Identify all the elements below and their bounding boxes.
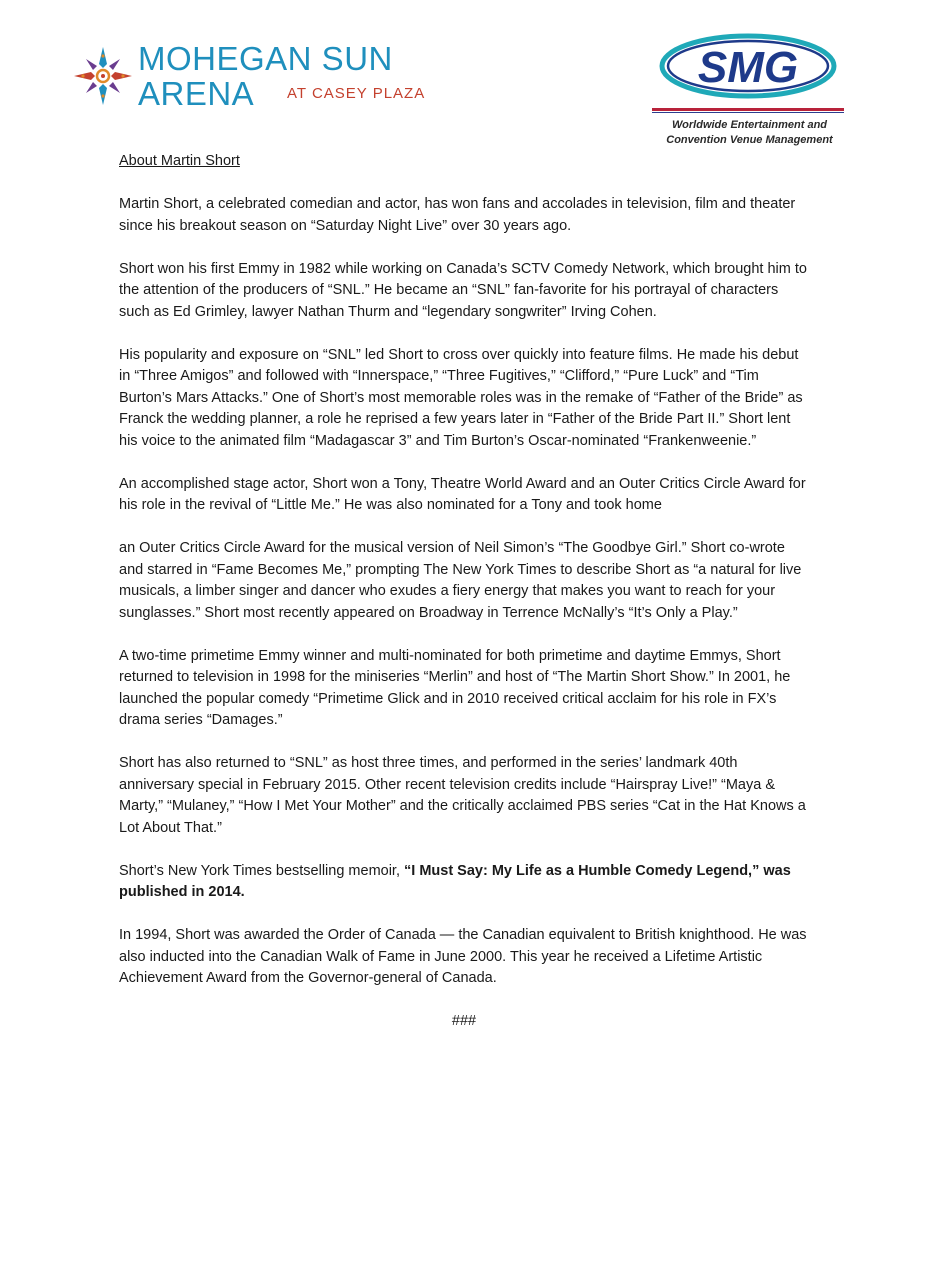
paragraph-memoir xyxy=(119,861,809,904)
smg-tagline-1: Worldwide Entertainment and xyxy=(671,119,828,131)
logo-text-line1: MOHEGAN SUN xyxy=(138,40,393,77)
smg-rule xyxy=(652,108,844,111)
paragraph-intro: Martin Short, a celebrated comedian and actor, has won fans and accolades in television, film and theater since his breakout season on “Saturday Night Live” over 30 years ago. xyxy=(119,196,796,234)
smg-brand-icon xyxy=(658,30,838,100)
smg-tagline-2: Convention Venue Management xyxy=(666,134,833,146)
logo-subtitle: AT CASEY PLAZA xyxy=(287,85,426,102)
paragraph-emmy: Short won his first Emmy in 1982 while working on Canada’s SCTV Comedy Network, which brought him to the attention of the producers of “SNL.” He became an “SNL” fan-favorite for his portrayal of characters such as Ed Grimley, lawyer Nathan Thurm and “legendary songwriter” Irving Cohen. xyxy=(119,260,807,320)
sun-star-mark-icon xyxy=(72,45,134,107)
memoir-lead: Short’s New York Times bestselling memoir, xyxy=(119,862,405,879)
smg-rule-thin xyxy=(652,112,844,113)
smg-tagline xyxy=(652,118,847,148)
memoir-title: “I Must Say: My Life as a Humble Comedy Legend,” was published in 2014. xyxy=(119,862,791,900)
paragraph-honors: In 1994, Short was awarded the Order of Canada — the Canadian equivalent to British knighthood. He was also inducted into the Canadian Walk of Fame in June 2000. This year he received a Lifetime Artistic Achievement Award from the Governor-general of Canada. xyxy=(119,927,807,986)
paragraph-television: A two-time primetime Emmy winner and multi-nominated for both primetime and daytime Emmys, Short returned to television in 1998 for the miniseries “Merlin” and host of “The Martin Short Show.” In 2001, he launched the popular comedy “Primetime Glick and in 2010 received critical acclaim for his role in FX’s drama series “Damages.” xyxy=(119,647,791,728)
end-mark: ### xyxy=(451,1013,477,1029)
smg-brand-text: SMG xyxy=(697,43,799,92)
paragraph-stage: An accomplished stage actor, Short won a Tony, Theatre World Award and an Outer Critics Circle Award for his role in the revival of “Little Me.” He was also nominated for a Tony and took home xyxy=(119,475,806,513)
mohegan-sun-arena-logo xyxy=(72,40,432,115)
paragraph-snl-host: Short has also returned to “SNL” as host three times, and performed in the series’ landmark 40th anniversary special in February 2015. Other recent television credits include “Hairspray Live!” “Maya & Marty,” “Mulaney,” “How I Met Your Mother” and the critically acclaimed PBS series “Cat in the Hat Knows a Lot About That.” xyxy=(119,755,806,836)
article-heading: About Martin Short xyxy=(119,153,240,169)
logo-text-line2: ARENA xyxy=(138,75,255,112)
article-body xyxy=(119,151,809,1054)
paragraph-stage-cont: an Outer Critics Circle Award for the musical version of Neil Simon’s “The Goodbye Girl.” Short co-wrote and starred in “Fame Becomes Me,” prompting The New York Times to describe Short as “a natural for live musicals, a limber singer and dancer who exudes a fiery energy that makes you want to reach for your sunglasses.” Short most recently appeared on Broadway in Terrence McNally’s “It’s Only a Play.” xyxy=(119,540,802,621)
smg-logo xyxy=(652,28,847,150)
paragraph-films: His popularity and exposure on “SNL” led Short to cross over quickly into feature films. He made his debut in “Three Amigos” and followed with “Innerspace,” “Three Fugitives,” “Clifford,” “Pure Luck” and “Tim Burton’s Mars Attacks.” One of Short’s most memorable roles was in the remake of “Father of the Bride” as Franck the wedding planner, a role he reprised a few years later in “Father of the Bride Part II.” Short lent his voice to the animated film “Madagascar 3” and Tim Burton’s Oscar-nominated “Frankenweenie.” xyxy=(119,346,803,449)
